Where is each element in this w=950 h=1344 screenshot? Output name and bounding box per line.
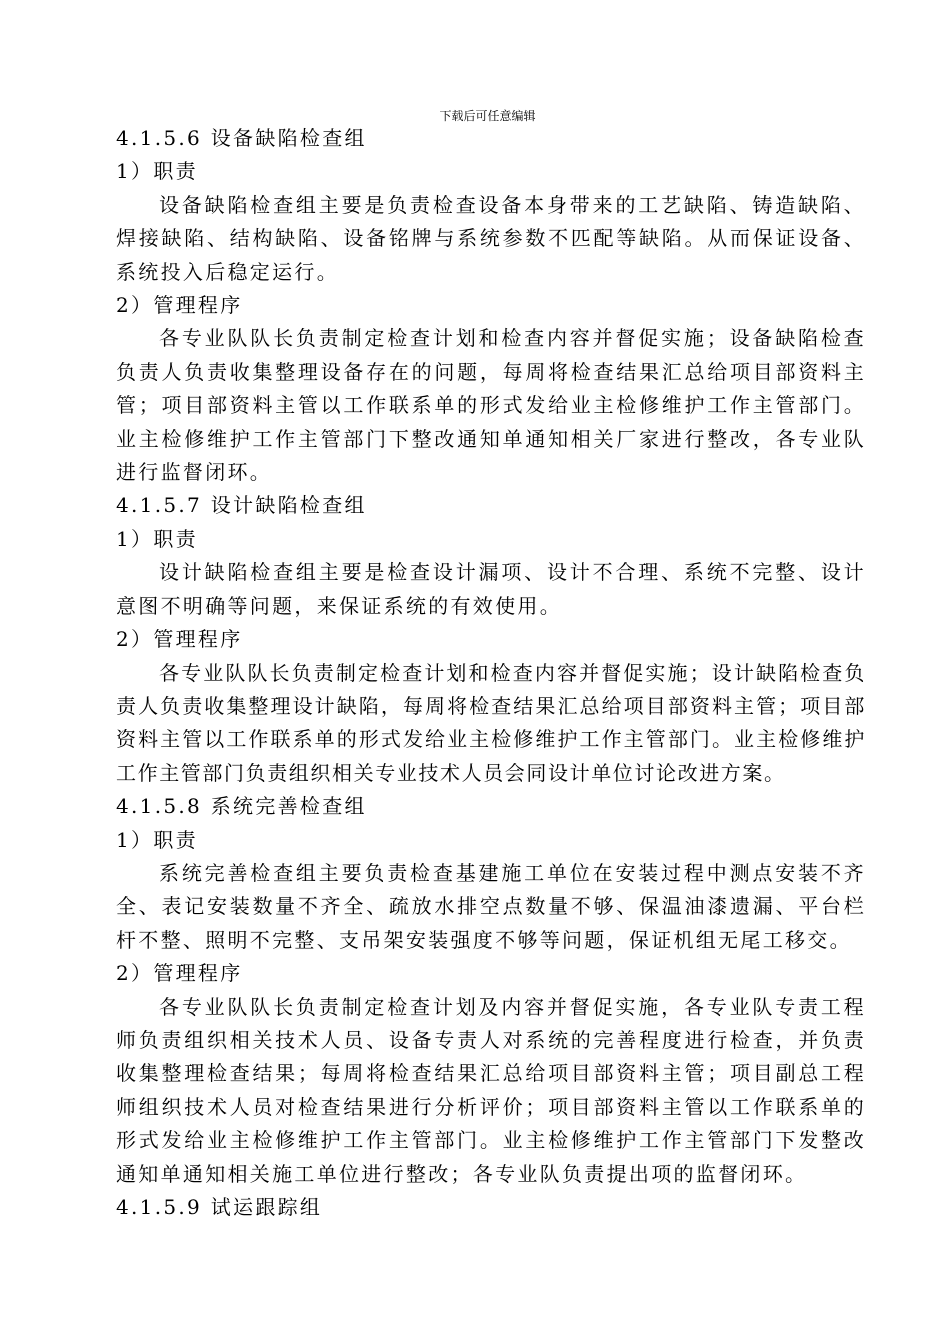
section-heading: 4.1.5.8 系统完善检查组 [116,794,367,819]
duty-paragraph: 设计缺陷检查组主要是检查设计漏项、设计不合理、系统不完整、设计意图不明确等问题，来保证系统的有效使用。 [116,560,866,618]
section-4-1-5-7 [116,489,866,790]
section-heading: 4.1.5.6 设备缺陷检查组 [116,126,367,150]
procedure-paragraph: 各专业队队长负责制定检查计划及内容并督促实施，各专业队专责工程师负责组织相关技术人员、设备专责人对系统的完善程度进行检查，并负责收集整理检查结果；每周将检查结果汇总给项目部资料主管；项目副总工程师组织技术人员对检查结果进行分析评价；项目部资料主管以工作联系单的形式发给业主检修维护工作主管部门。业主检修维护工作主管部门下发整改通知单通知相关施工单位进行整改；各专业队负责提出项的监督闭环。 [116,994,866,1186]
procedure-label: 2）管理程序 [116,293,243,318]
duty-label: 1）职责 [116,827,198,852]
procedure-label: 2）管理程序 [116,961,243,986]
next-section-heading: 4.1.5.9 试运跟踪组 [116,1195,323,1219]
section-heading: 4.1.5.7 设计缺陷检查组 [116,493,367,518]
procedure-paragraph: 各专业队队长负责制定检查计划和检查内容并督促实施；设计缺陷检查负责人负责收集整理设计缺陷，每周将检查结果汇总给项目部资料主管；项目部资料主管以工作联系单的形式发给业主检修维护工作主管部门。业主检修维护工作主管部门负责组织相关专业技术人员会同设计单位讨论改进方案。 [116,660,866,785]
procedure-label: 2）管理程序 [116,627,243,652]
procedure-paragraph: 各专业队队长负责制定检查计划和检查内容并督促实施；设备缺陷检查负责人负责收集整理设备存在的问题，每周将检查结果汇总给项目部资料主管；项目部资料主管以工作联系单的形式发给业主检修维护工作主管部门。业主检修维护工作主管部门下整改通知单通知相关厂家进行整改，各专业队进行监督闭环。 [116,326,866,485]
duty-label: 1）职责 [116,526,198,551]
duty-paragraph: 系统完善检查组主要负责检查基建施工单位在安装过程中测点安装不齐全、表记安装数量不齐全、疏放水排空点数量不够、保温油漆遗漏、平台栏杆不整、照明不完整、支吊架安装强度不够等问题，保证机组无尾工移交。 [116,860,866,952]
duty-label: 1）职责 [116,159,198,184]
duty-paragraph: 设备缺陷检查组主要是负责检查设备本身带来的工艺缺陷、铸造缺陷、焊接缺陷、结构缺陷、设备铭牌与系统参数不匹配等缺陷。从而保证设备、系统投入后稳定运行。 [116,192,866,284]
section-4-1-5-8 [116,790,866,1191]
document-body [116,122,866,1224]
section-4-1-5-6 [116,122,866,489]
header-note: 下载后可任意编辑 [439,109,536,123]
